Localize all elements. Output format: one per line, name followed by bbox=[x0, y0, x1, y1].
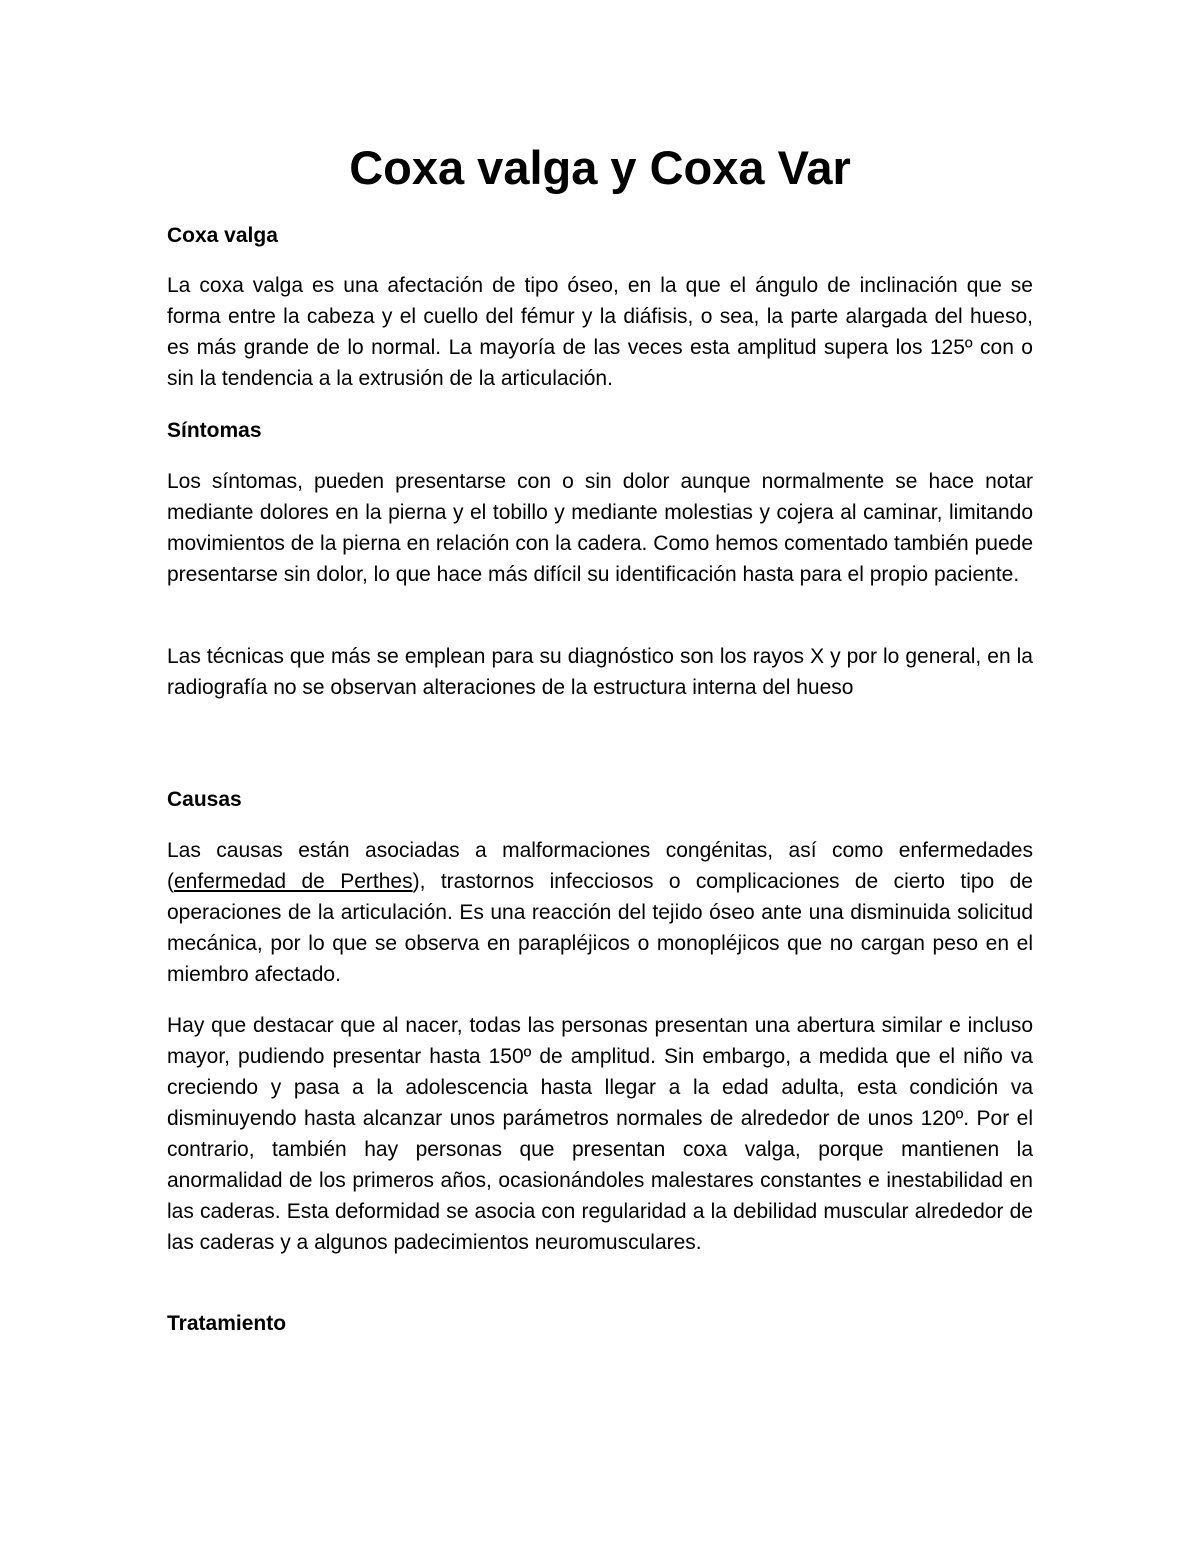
causas-text-rest: ), trastornos infecciosos o complicaciones de cierto tipo de operaciones de la articulación. Es una reacción del tejido óseo ante una disminuida solicitud mecánica, por lo que se observa en parapléjicos o monopléjicos que no cargan peso en el miembro afectado. bbox=[167, 870, 1033, 986]
paragraph-causas-description bbox=[167, 835, 1033, 990]
paragraph-sintomas-diagnosis: Las técnicas que más se emplean para su diagnóstico son los rayos X y por lo general, en la radiografía no se observan alteraciones de la estructura interna del hueso bbox=[167, 645, 1033, 699]
section-heading-tratamiento: Tratamiento bbox=[167, 1312, 287, 1335]
paragraph-coxa-valga-definition: La coxa valga es una afectación de tipo óseo, en la que el ángulo de inclinación que se forma entre la cabeza y el cuello del fémur y la diáfisis, o sea, la parte alargada del hueso, es más grande de lo normal. La mayoría de las veces esta amplitud supera los 125º con o sin la tendencia a la extrusión de la articulación. bbox=[167, 274, 1033, 390]
section-heading-sintomas: Síntomas bbox=[167, 419, 262, 442]
section-heading-causas: Causas bbox=[167, 788, 242, 811]
document-title: Coxa valga y Coxa Var bbox=[349, 141, 851, 194]
causas-text-intro: Las causas están asociadas a malformaciones congénitas, así como enfermedades ( bbox=[167, 839, 1033, 893]
paragraph-sintomas-description: Los síntomas, pueden presentarse con o sin dolor aunque normalmente se hace notar mediante dolores en la pierna y el tobillo y mediante molestias y cojera al caminar, limitando movimientos de la pierna en relación con la cadera. Como hemos comentado también puede presentarse sin dolor, lo que hace más difícil su identificación hasta para el propio paciente. bbox=[167, 470, 1033, 586]
paragraph-causas-development: Hay que destacar que al nacer, todas las personas presentan una abertura similar e incluso mayor, pudiendo presentar hasta 150º de amplitud. Sin embargo, a medida que el niño va creciendo y pasa a la adolescencia hasta llegar a la edad adulta, esta condición va disminuyendo hasta alcanzar unos parámetros normales de alrededor de unos 120º. Por el contrario, también hay personas que presentan coxa valga, porque mantienen la anormalidad de los primeros años, ocasionándoles malestares constantes e inestabilidad en las caderas. Esta deformidad se asocia con regularidad a la debilidad muscular alrededor de las caderas y a algunos padecimientos neuromusculares. bbox=[167, 1014, 1033, 1254]
section-heading-coxa-valga: Coxa valga bbox=[167, 224, 278, 247]
perthes-disease-link[interactable]: enfermedad de Perthes bbox=[174, 870, 413, 893]
